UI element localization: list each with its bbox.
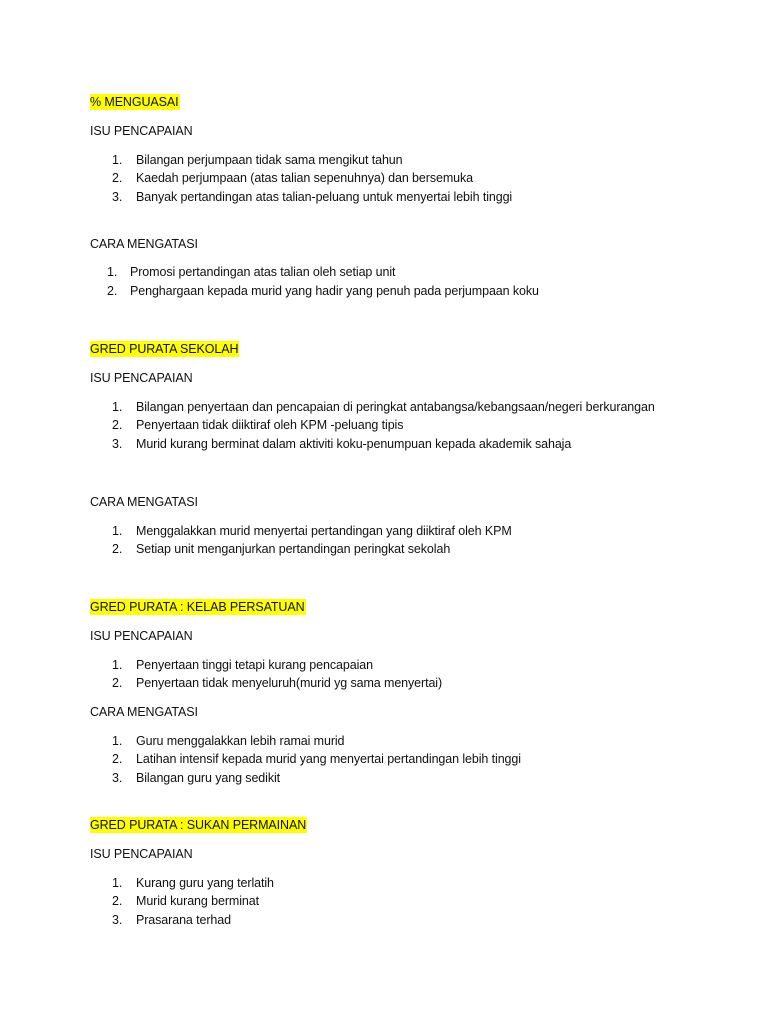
cara-mengatasi-label: CARA MENGATASI (90, 495, 198, 509)
isu-pencapaian-label: ISU PENCAPAIAN (90, 847, 193, 861)
section-heading: % MENGUASAI (90, 95, 179, 109)
document-page: % MENGUASAI ISU PENCAPAIAN 1. Bilangan perjumpaan tidak sama mengikut tahun 2. Kaedah perjumpaan (atas talian sepenuhnya) dan bersemuka 3. Banyak pertandingan atas talian-peluang untuk menyertai lebih tinggi CARA MENGATASI 1. Promosi pertandingan atas talian oleh setiap unit 2. Penghargaan kepada murid yang hadir yang penuh pada perjumpaan koku GRED PURATA SEKOLAH ISU PENCAPAIAN 1. Bilangan penyertaan dan pencapaian di peringkat antabangsa/kebangsaan/negeri berkurangan 2. Penyertaan tidak diiktiraf oleh KPM -peluang tipis 3. Murid kurang berminat dalam aktiviti koku-penumpuan kepada akademik sahaja CARA MENGATASI 1. Menggalakkan murid menyertai pertandingan yang diiktiraf oleh KPM 2. Setiap unit menganjurkan pertandingan peringkat sekolah GRED PURATA : KELAB PERSATUAN ISU PENCAPAIAN 1. Penyertaan tinggi tetapi kurang pencapaian 2. Penyertaan tidak menyeluruh(murid yg sama menyertai) CARA MENGATASI 1. Guru menggalakkan lebih ramai murid 2. Latihan intensif kepada murid yang menyertai pertandingan lebih tinggi 3. Bilangan guru yang sedikit GRED PURATA : SUKAN PERMAINAN ISU PENCAPAIAN 1. Kurang guru yang terlatih 2. Murid kurang berminat 3. Prasarana terhad (0, 0, 768, 1024)
section-heading: GRED PURATA : SUKAN PERMAINAN (90, 818, 307, 832)
cara-mengatasi-label: CARA MENGATASI (90, 705, 198, 719)
isu-pencapaian-label: ISU PENCAPAIAN (90, 629, 193, 643)
isu-pencapaian-label: ISU PENCAPAIAN (90, 371, 193, 385)
section-heading: GRED PURATA : KELAB PERSATUAN (90, 600, 305, 614)
section-heading: GRED PURATA SEKOLAH (90, 342, 239, 356)
cara-mengatasi-label: CARA MENGATASI (90, 237, 198, 251)
isu-pencapaian-label: ISU PENCAPAIAN (90, 124, 193, 138)
